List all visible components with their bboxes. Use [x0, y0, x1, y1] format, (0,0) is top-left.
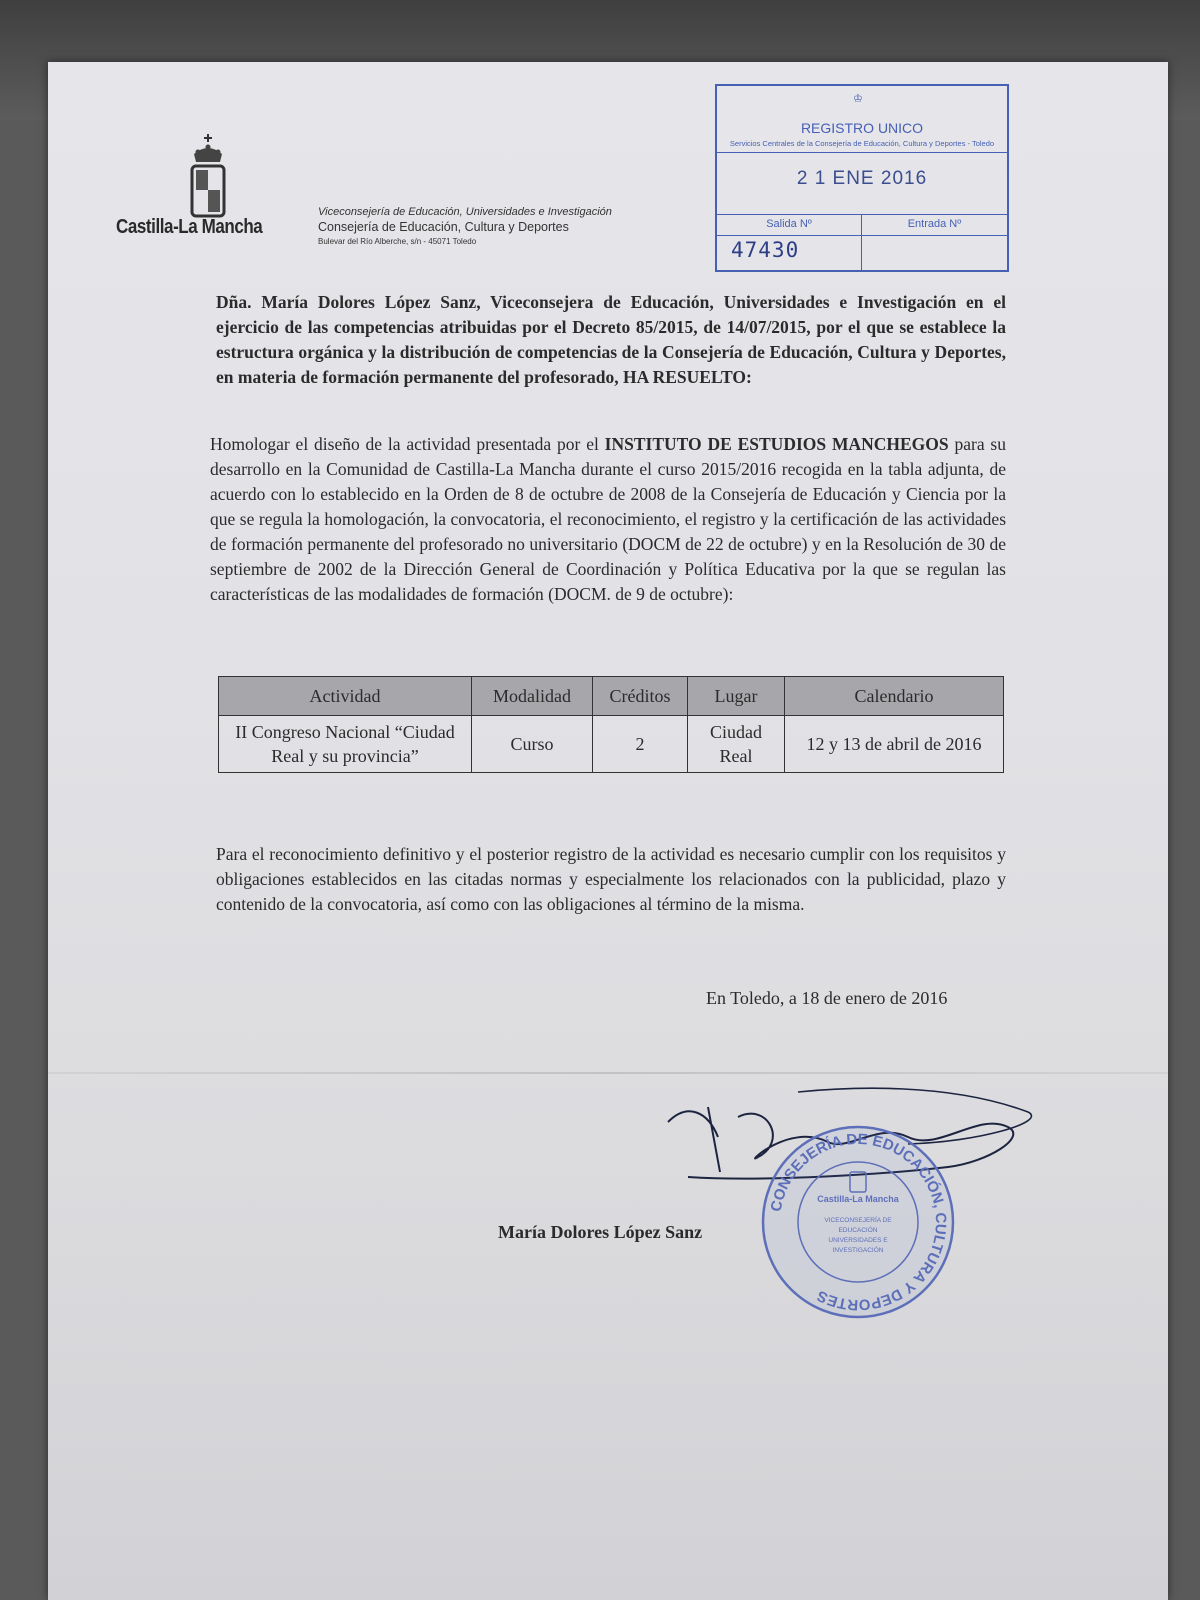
- seal-ring-text: CONSEJERÍA DE EDUCACIÓN, CULTURA Y DEPORTES: [767, 1130, 950, 1314]
- seal-center-text: VICECONSEJERÍA DE: [824, 1217, 892, 1224]
- seal-center-text: INVESTIGACIÓN: [832, 1247, 884, 1254]
- stamp-emblem-icon: ♔: [853, 93, 863, 105]
- paper-fold: [48, 1072, 1168, 1074]
- registry-stamp: [715, 84, 1009, 272]
- stamp-divider: [717, 235, 1007, 236]
- in-label: Entrada Nº: [907, 218, 962, 230]
- closing-paragraph: Para el reconocimiento definitivo y el posterior registro de la actividad es necesario cumplir con los requisitos y obligaciones establecidos en las citadas normas y especialmente los relacionados con la publicidad, plazo y contenido de la convocatoria, así como con las obligaciones al término de la misma.: [216, 844, 1006, 914]
- address-line: Bulevar del Río Alberche, s/n - 45071 Toledo: [318, 237, 477, 246]
- document-page: [48, 62, 1168, 1600]
- signer-name: María Dolores López Sanz: [498, 1222, 703, 1242]
- cell-modalidad: Curso: [472, 716, 593, 773]
- registry-date: 2 1 ENE 2016: [796, 168, 928, 189]
- seal-center-text: UNIVERSIDADES E: [828, 1237, 888, 1244]
- brand-name: Castilla-La Mancha: [116, 216, 263, 238]
- intro-paragraph: Dña. María Dolores López Sanz, Viceconsejera de Educación, Universidades e Investigación en el ejercicio de las competencias atribuidas por el Decreto 85/2015, de 14/07/2015, por el que se establece la estructura orgánica y la distribución de competencias de la Consejería de Educación, Cultura y Deportes, en materia de formación permanente del profesorado, HA RESUELTO:: [216, 292, 1006, 387]
- out-label: Salida Nº: [766, 218, 812, 230]
- activity-table: [218, 676, 1004, 773]
- table-row: [219, 716, 1004, 773]
- resolution-part2: para su desarrollo en la Comunidad de Castilla-La Mancha durante el curso 2015/2016 recogida en la tabla adjunta, de acuerdo con lo establecido en la Orden de 8 de octubre de 2008 de la Consejería de Educación y Ciencia por la que se regula la homologación, la convocatoria, el reconocimiento, el registro y la certificación de las actividades de formación permanente del profesorado no universitario (DOCM de 22 de octubre) y en la Resolución de 30 de septiembre de 2002 de la Dirección General de Coordinación y Política Educativa por la que se regulan las características de las modalidades de formación (DOCM. de 9 de octubre):: [210, 434, 1006, 604]
- registry-subtitle: Servicios Centrales de la Consejería de Educación, Cultura y Deportes - Toledo: [729, 139, 995, 148]
- place-date: En Toledo, a 18 de enero de 2016: [706, 988, 948, 1008]
- seal-center-text: EDUCACIÓN: [838, 1227, 878, 1234]
- vice-department-line: Viceconsejería de Educación, Universidades e Investigación: [318, 206, 612, 218]
- registry-number: 47430: [731, 238, 800, 262]
- header-creditos: Créditos: [593, 677, 688, 716]
- official-seal: [758, 1122, 958, 1322]
- header-actividad: Actividad: [219, 677, 472, 716]
- cell-lugar: Ciudad Real: [688, 716, 785, 773]
- cell-creditos: 2: [593, 716, 688, 773]
- table-header-row: [219, 677, 1004, 716]
- cell-actividad: II Congreso Nacional “Ciudad Real y su provincia”: [219, 716, 472, 773]
- seal-brand: Castilla-La Mancha: [817, 1194, 899, 1204]
- stamp-divider: [717, 152, 1007, 153]
- department-block: [318, 206, 612, 246]
- registry-title: REGISTRO UNICO: [800, 120, 924, 136]
- resolution-part1: Homologar el diseño de la actividad presentada por el: [210, 434, 605, 454]
- crown-crest-icon: [188, 132, 228, 222]
- header-calendario: Calendario: [785, 677, 1004, 716]
- header-modalidad: Modalidad: [472, 677, 593, 716]
- resolution-paragraph: [210, 432, 1006, 607]
- department-line: Consejería de Educación, Cultura y Deportes: [318, 220, 569, 234]
- header-lugar: Lugar: [688, 677, 785, 716]
- institution-name: INSTITUTO DE ESTUDIOS MANCHEGOS: [604, 434, 949, 454]
- cell-calendario: 12 y 13 de abril de 2016: [785, 716, 1004, 773]
